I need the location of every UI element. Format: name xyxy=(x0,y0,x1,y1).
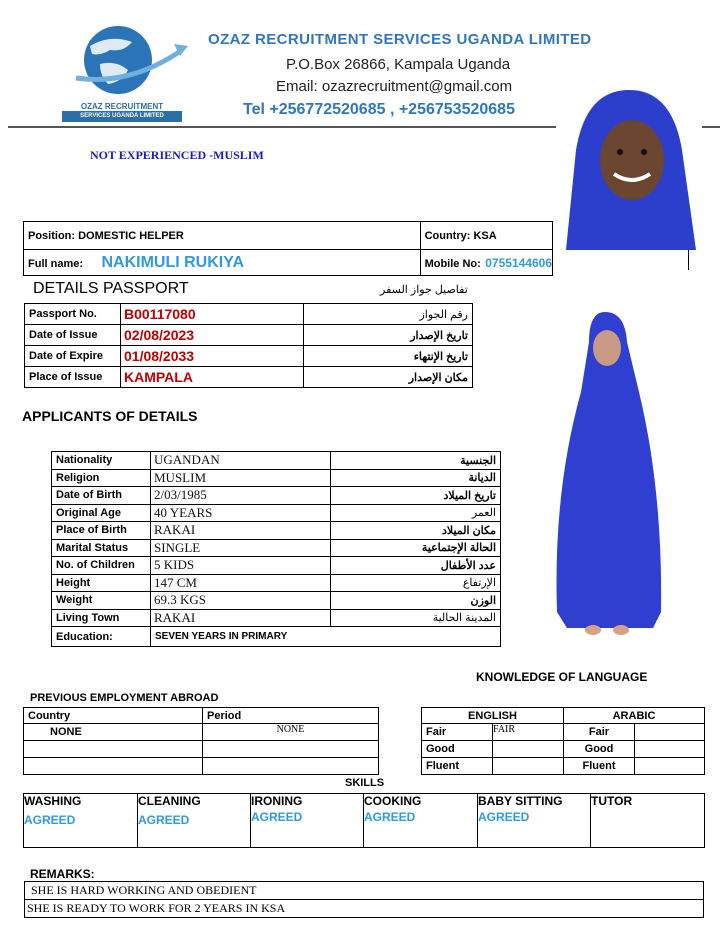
table-row xyxy=(52,627,501,647)
table-row xyxy=(25,367,473,388)
passport-label: Date of Issue xyxy=(25,325,121,346)
applicant-value: MUSLIM xyxy=(151,469,331,487)
applicant-label-ar: تاريخ الميلاد xyxy=(331,487,501,505)
english-level-label: Fair xyxy=(422,724,493,741)
applicant-label: Marital Status xyxy=(52,539,151,557)
employment-period xyxy=(203,758,379,775)
portrait-photo xyxy=(556,90,702,250)
logo-line-1: OZAZ RECRUITMENT xyxy=(80,102,164,111)
table-row xyxy=(422,741,705,758)
company-logo-globe-icon xyxy=(70,20,190,100)
applicant-label-ar: الديانة xyxy=(331,469,501,487)
applicant-label-ar: الجنسية xyxy=(331,452,501,470)
applicant-label-ar: مكان الميلاد xyxy=(331,522,501,540)
passport-label: Date of Expire xyxy=(25,346,121,367)
table-row xyxy=(25,325,473,346)
table-row xyxy=(52,539,501,557)
language-table xyxy=(421,707,705,775)
employment-country xyxy=(24,758,203,775)
applicant-label: Date of Birth xyxy=(52,487,151,505)
skill-status: AGREED xyxy=(24,813,76,827)
remarks-table xyxy=(24,881,704,918)
table-row xyxy=(52,522,501,540)
applicant-label-ar: الإرتفاع xyxy=(331,574,501,592)
language-heading: KNOWLEDGE OF LANGUAGE xyxy=(476,670,648,684)
english-level-label: Fluent xyxy=(422,758,493,775)
skill-cell xyxy=(591,794,705,848)
mobile-value: 0755144606 xyxy=(485,255,552,270)
table-row xyxy=(52,469,501,487)
table-row xyxy=(24,758,379,775)
applicant-value: RAKAI xyxy=(151,609,331,627)
company-pobox: P.O.Box 26866, Kampala Uganda xyxy=(286,56,511,73)
mobile-cell-edge xyxy=(688,250,689,270)
skill-status: AGREED xyxy=(364,810,416,824)
skill-name: TUTOR xyxy=(591,794,633,808)
skill-name: WASHING xyxy=(24,794,82,808)
skills-table xyxy=(23,793,705,848)
skill-name: BABY SITTING xyxy=(478,794,563,808)
logo-line-2: SERVICES UGANDA LIMITED xyxy=(62,111,182,122)
fullname-value: NAKIMULI RUKIYA xyxy=(101,253,244,271)
table-row xyxy=(24,724,379,741)
passport-label: Place of Issue xyxy=(25,367,121,388)
applicant-label-ar: عدد الأطفال xyxy=(331,557,501,575)
passport-label-ar: تاريخ الإنتهاء xyxy=(304,346,473,367)
applicant-value: 147 CM xyxy=(151,574,331,592)
mobile-label: Mobile No: xyxy=(424,257,481,270)
table-row xyxy=(25,346,473,367)
table-row xyxy=(52,487,501,505)
applicant-label: Original Age xyxy=(52,504,151,522)
english-level-value xyxy=(493,758,564,775)
employment-period xyxy=(203,741,379,758)
passport-value: KAMPALA xyxy=(121,367,304,388)
passport-label-ar: مكان الإصدار xyxy=(304,367,473,388)
applicant-value: RAKAI xyxy=(151,522,331,540)
table-row xyxy=(25,882,704,900)
table-row xyxy=(52,574,501,592)
employment-country: NONE xyxy=(24,724,203,741)
education-value: SEVEN YEARS IN PRIMARY xyxy=(151,627,501,647)
table-row xyxy=(25,304,473,325)
table-row xyxy=(25,900,704,918)
employment-table xyxy=(23,707,379,775)
applicant-value: 5 KIDS xyxy=(151,557,331,575)
skill-status: AGREED xyxy=(478,810,530,824)
employment-heading: PREVIOUS EMPLOYMENT ABROAD xyxy=(30,692,219,704)
candidate-tagline: NOT EXPERIENCED -MUSLIM xyxy=(90,148,264,162)
employment-country-header: Country xyxy=(24,708,203,724)
skill-name: COOKING xyxy=(364,794,422,808)
table-row xyxy=(52,609,501,627)
passport-label: Passport No. xyxy=(25,304,121,325)
applicant-label: Weight xyxy=(52,592,151,610)
applicant-label: Height xyxy=(52,574,151,592)
arabic-level-label: Fluent xyxy=(564,758,635,775)
table-row xyxy=(52,557,501,575)
employment-country xyxy=(24,741,203,758)
company-name: OZAZ RECRUITMENT SERVICES UGANDA LIMITED xyxy=(208,31,592,48)
english-level-value: FAIR xyxy=(493,724,564,741)
passport-table xyxy=(24,303,473,388)
skill-status: AGREED xyxy=(138,813,190,827)
employment-period: NONE xyxy=(203,724,379,741)
skill-cell xyxy=(251,794,364,848)
company-tel: Tel +256772520685 , +256753520685 xyxy=(243,101,515,118)
applicant-value: 69.3 KGS xyxy=(151,592,331,610)
skill-cell xyxy=(478,794,591,848)
table-row xyxy=(52,504,501,522)
full-body-photo xyxy=(553,312,663,638)
passport-heading-ar: تفاصيل جواز السفر xyxy=(380,284,468,296)
applicant-label: Religion xyxy=(52,469,151,487)
company-logo-text xyxy=(62,102,182,122)
skills-heading: SKILLS xyxy=(345,777,385,789)
english-level-value xyxy=(493,741,564,758)
passport-heading: DETAILS PASSPORT xyxy=(33,280,189,297)
skill-cell xyxy=(364,794,478,848)
applicant-label: Living Town xyxy=(52,609,151,627)
remarks-heading: REMARKS: xyxy=(30,867,95,881)
skill-status: AGREED xyxy=(251,810,303,824)
applicant-label-ar: المدينة الحالية xyxy=(331,609,501,627)
arabic-level-label: Good xyxy=(564,741,635,758)
company-email: Email: ozazrecruitment@gmail.com xyxy=(276,78,513,95)
passport-label-ar: رقم الجواز xyxy=(304,304,473,325)
country-cell: Country: KSA xyxy=(420,222,552,250)
language-arabic-header: ARABIC xyxy=(564,708,705,724)
applicant-value: SINGLE xyxy=(151,539,331,557)
applicant-label-ar: الحالة الإجتماعية xyxy=(331,539,501,557)
applicant-label-ar: العمر xyxy=(331,504,501,522)
applicant-heading: APPLICANTS OF DETAILS xyxy=(22,408,198,424)
skill-name: IRONING xyxy=(251,794,303,808)
mobile-cell xyxy=(420,250,552,276)
english-level-label: Good xyxy=(422,741,493,758)
passport-value: B00117080 xyxy=(121,304,304,325)
position-table xyxy=(23,221,553,276)
applicant-label: Nationality xyxy=(52,452,151,470)
skill-cell xyxy=(138,794,251,848)
table-row xyxy=(422,758,705,775)
fullname-cell xyxy=(24,250,421,276)
applicant-label: Place of Birth xyxy=(52,522,151,540)
fullname-label: Full name: xyxy=(28,257,84,270)
applicant-table xyxy=(51,451,501,647)
arabic-level-value xyxy=(635,724,705,741)
language-english-header: ENGLISH xyxy=(422,708,564,724)
table-row xyxy=(24,741,379,758)
table-row xyxy=(422,724,705,741)
passport-value: 02/08/2023 xyxy=(121,325,304,346)
applicant-label-ar: الوزن xyxy=(331,592,501,610)
applicant-value: 2/03/1985 xyxy=(151,487,331,505)
position-cell: Position: DOMESTIC HELPER xyxy=(24,222,421,250)
education-label: Education: xyxy=(52,627,151,647)
applicant-value: 40 YEARS xyxy=(151,504,331,522)
passport-value: 01/08/2033 xyxy=(121,346,304,367)
employment-period-header: Period xyxy=(203,708,379,724)
remark-line: SHE IS READY TO WORK FOR 2 YEARS IN KSA xyxy=(25,900,704,918)
table-row xyxy=(52,592,501,610)
applicant-value: UGANDAN xyxy=(151,452,331,470)
applicant-label: No. of Children xyxy=(52,557,151,575)
passport-label-ar: تاريخ الإصدار xyxy=(304,325,473,346)
arabic-level-label: Fair xyxy=(564,724,635,741)
skill-cell xyxy=(24,794,138,848)
arabic-level-value xyxy=(635,758,705,775)
remark-line: SHE IS HARD WORKING AND OBEDIENT xyxy=(25,882,704,900)
arabic-level-value xyxy=(635,741,705,758)
table-row xyxy=(52,452,501,470)
skill-name: CLEANING xyxy=(138,794,201,808)
